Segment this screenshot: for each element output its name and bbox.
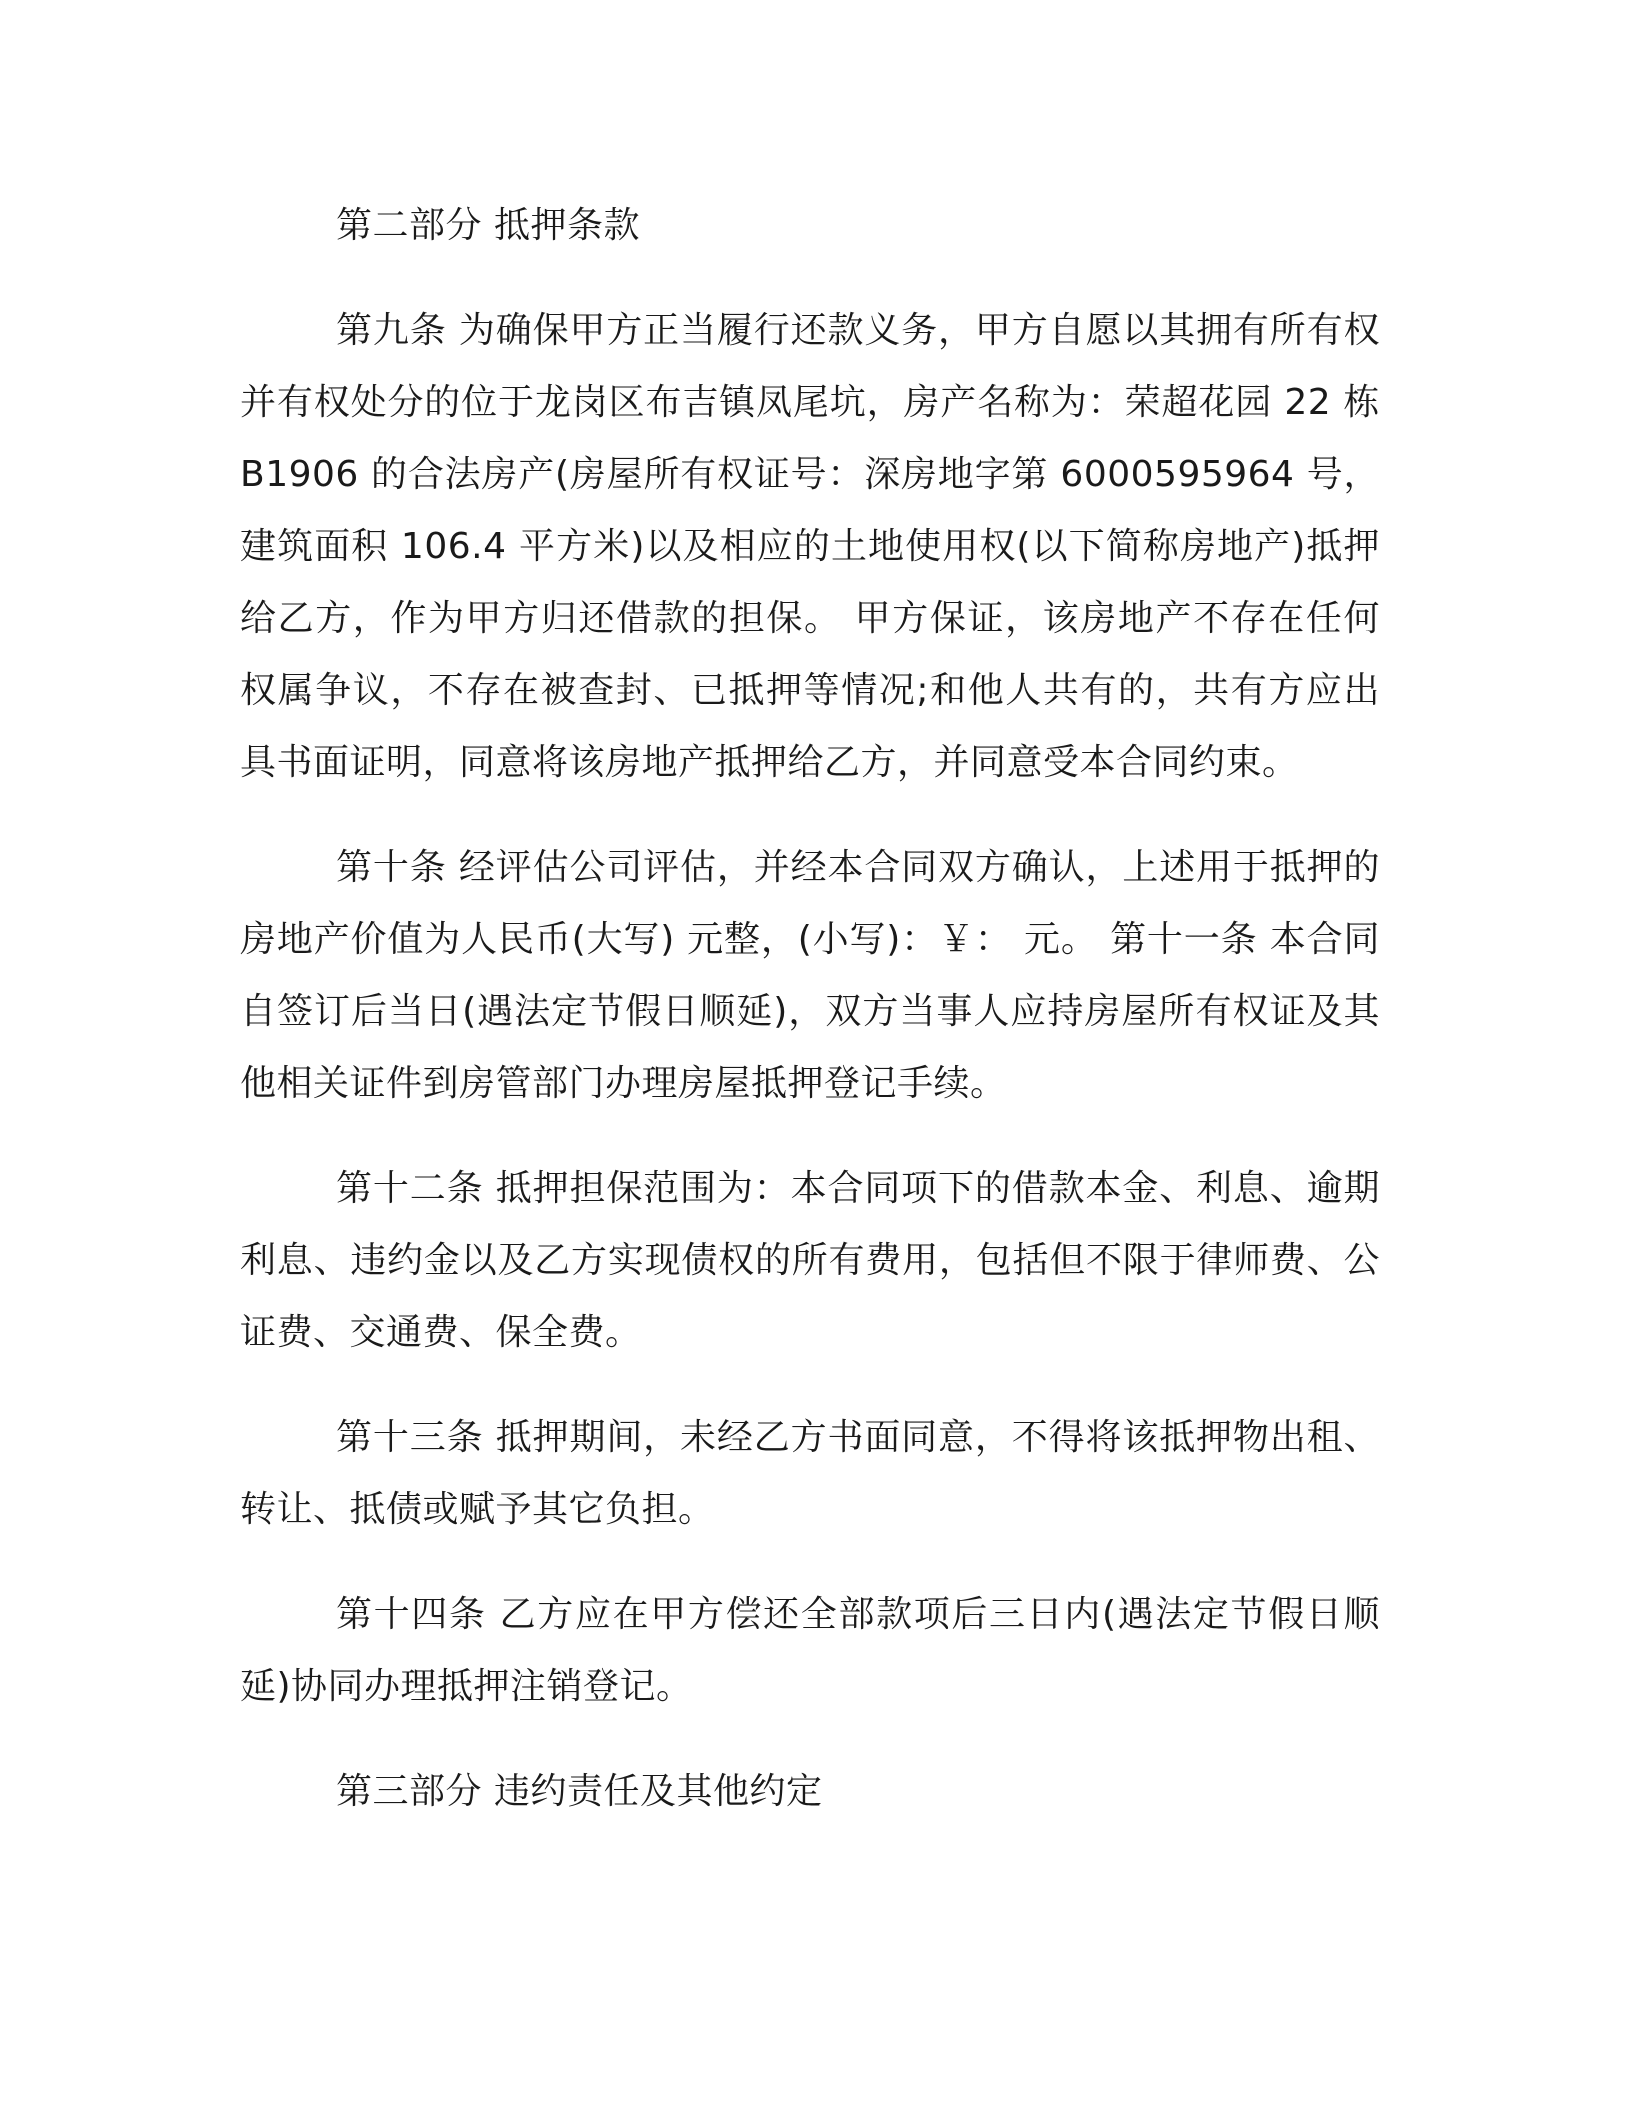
article-thirteen: 第十三条 抵押期间，未经乙方书面同意，不得将该抵押物出租、转让、抵债或赋予其它负担。 [240, 1417, 1380, 1530]
paragraph-gap [240, 799, 1380, 832]
paragraph-gap [240, 262, 1380, 295]
article-ten-eleven: 第十条 经评估公司评估，并经本合同双方确认，上述用于抵押的房地产价值为人民币(大写) 元整，(小写)：￥： 元。 第十一条 本合同自签订后当日(遇法定节假日顺延)，双方当事人应持房屋所有权证及其他相关证件到房管部门办理房屋抵押登记手续。 [240, 847, 1380, 1104]
article-twelve: 第十二条 抵押担保范围为：本合同项下的借款本金、利息、逾期利息、违约金以及乙方实现债权的所有费用，包括但不限于律师费、公证费、交通费、保全费。 [240, 1168, 1380, 1353]
document-body [240, 190, 1380, 1828]
paragraph-gap [240, 1546, 1380, 1579]
part-three-heading: 第三部分 违约责任及其他约定 [336, 1771, 823, 1812]
part-two-heading: 第二部分 抵押条款 [336, 205, 640, 246]
article-fourteen: 第十四条 乙方应在甲方偿还全部款项后三日内(遇法定节假日顺延)协同办理抵押注销登记。 [240, 1594, 1380, 1707]
paragraph-gap [240, 1723, 1380, 1756]
article-nine: 第九条 为确保甲方正当履行还款义务，甲方自愿以其拥有所有权并有权处分的位于龙岗区布吉镇凤尾坑，房产名称为：荣超花园 22 栋 B1906 的合法房产(房屋所有权证号：深房地字第 6000595964 号，建筑面积 106.4 平方米)以及相应的土地使用权(以下简称房地产)抵押给乙方，作为甲方归还借款的担保。 甲方保证，该房地产不存在任何权属争议，不存在被查封、已抵押等情况;和他人共有的，共有方应出具书面证明，同意将该房地产抵押给乙方，并同意受本合同约束。 [240, 310, 1380, 783]
paragraph-gap [240, 1120, 1380, 1153]
paragraph-gap [240, 1369, 1380, 1402]
